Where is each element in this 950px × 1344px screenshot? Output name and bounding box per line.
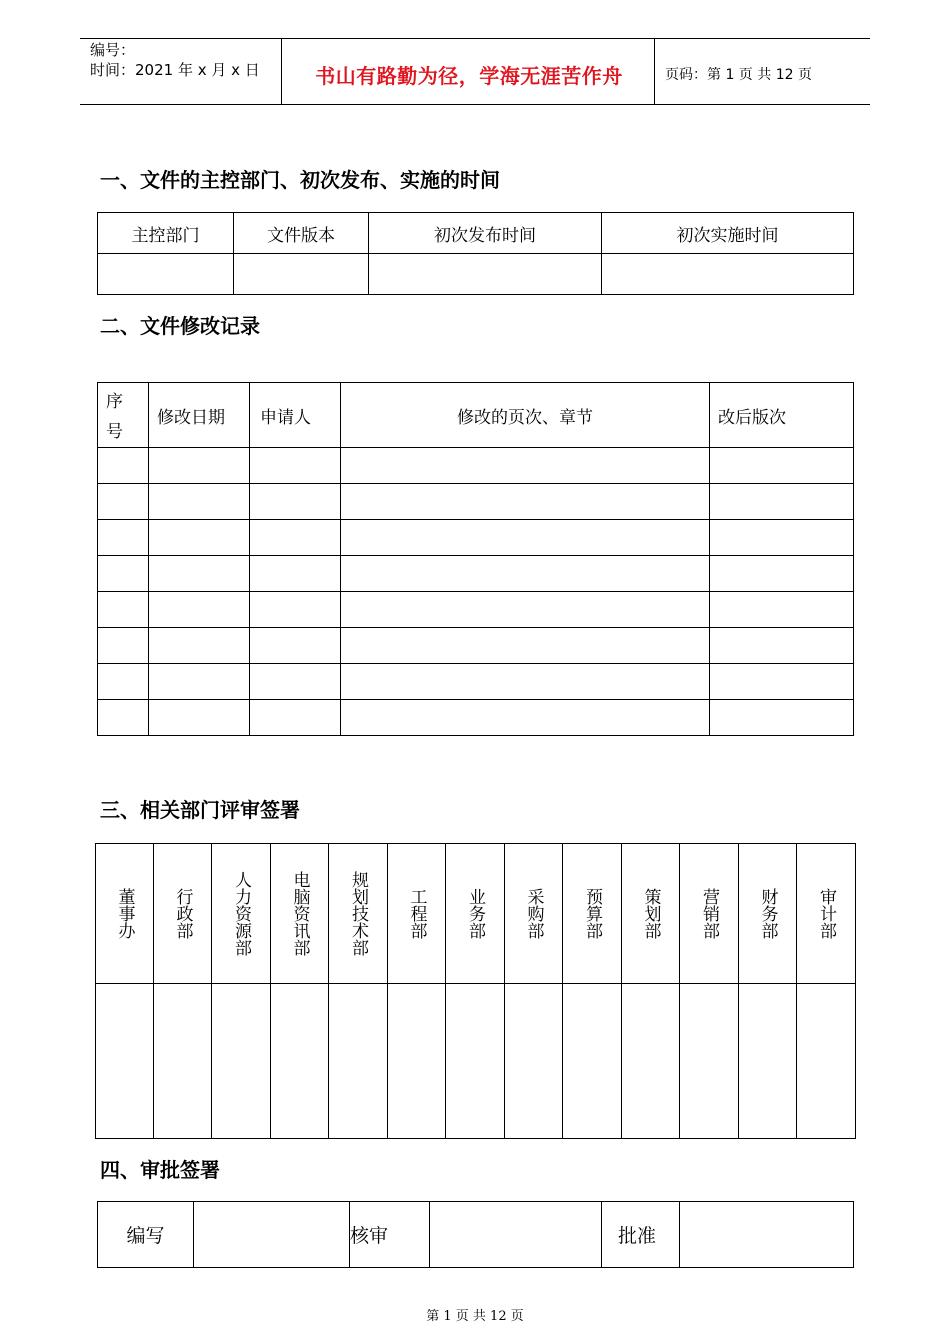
label-cell-approver: 批准 (602, 1202, 680, 1268)
table-row (98, 520, 854, 556)
document-time-label: 时间：2021 年 x 月 x 日 (90, 61, 260, 79)
signature-cell[interactable] (739, 984, 797, 1139)
table-row (98, 700, 854, 736)
section2-table (97, 382, 854, 736)
dept-cell-business (446, 844, 505, 984)
signature-cell[interactable] (212, 984, 271, 1139)
dept-cell-engineering (388, 844, 446, 984)
dept-label: 采购部 (523, 888, 544, 939)
dept-label: 预算部 (582, 888, 602, 939)
header-cell-version: 文件版本 (234, 213, 369, 254)
section2-title: 二、文件修改记录 (100, 314, 260, 338)
header-cell-new-version: 改后版次 (710, 383, 854, 448)
header-cell-modify-date: 修改日期 (149, 383, 250, 448)
section4-table (97, 1201, 854, 1268)
input-cell-approver[interactable] (680, 1202, 854, 1268)
section1-table (97, 212, 854, 295)
signature-cell[interactable] (388, 984, 446, 1139)
dept-cell-budget (563, 844, 622, 984)
dept-cell-finance (739, 844, 797, 984)
header-cell-publish-date: 初次发布时间 (369, 213, 602, 254)
header-top-line (80, 38, 870, 39)
label-cell-reviewer: 核审 (350, 1202, 430, 1268)
dept-cell-it (271, 844, 329, 984)
input-cell-implement-date[interactable] (602, 254, 854, 295)
dept-cell-audit (797, 844, 856, 984)
dept-label: 董事办 (114, 888, 135, 939)
dept-cell-marketing (680, 844, 739, 984)
dept-label: 人力资源部 (231, 871, 251, 956)
dept-label: 电脑资讯部 (289, 871, 310, 956)
header-divider-left (281, 38, 282, 105)
input-cell-author[interactable] (194, 1202, 350, 1268)
header-page-info: 页码：第 1 页 共 12 页 (665, 67, 812, 83)
dept-label: 行政部 (172, 888, 193, 939)
input-cell-publish-date[interactable] (369, 254, 602, 295)
header-bottom-line (80, 104, 870, 105)
section1-title: 一、文件的主控部门、初次发布、实施的时间 (100, 168, 500, 192)
dept-label: 策划部 (640, 888, 661, 939)
signature-cell[interactable] (446, 984, 505, 1139)
signature-cell[interactable] (271, 984, 329, 1139)
header-cell-serial (98, 383, 149, 448)
signature-row (96, 984, 856, 1139)
header-cell-pages-chapters: 修改的页次、章节 (341, 383, 710, 448)
dept-cell-purchasing (505, 844, 563, 984)
dept-label: 工程部 (406, 888, 427, 939)
dept-label: 审计部 (816, 888, 836, 939)
table-row (98, 448, 854, 484)
label-cell-author: 编写 (98, 1202, 194, 1268)
signature-cell[interactable] (563, 984, 622, 1139)
dept-label: 业务部 (465, 888, 485, 939)
signature-cell[interactable] (797, 984, 856, 1139)
input-cell-version[interactable] (234, 254, 369, 295)
section4-title: 四、审批签署 (100, 1158, 220, 1182)
dept-cell-admin (154, 844, 212, 984)
table-row (98, 484, 854, 520)
header-serial-text: 序号 (106, 392, 123, 442)
signature-cell[interactable] (329, 984, 388, 1139)
signature-cell[interactable] (96, 984, 154, 1139)
table-row (98, 556, 854, 592)
table-row (98, 664, 854, 700)
header-meta (90, 40, 260, 80)
header-cell-implement-date: 初次实施时间 (602, 213, 854, 254)
document-number-label: 编号： (90, 41, 136, 59)
section3-table (95, 843, 856, 1139)
dept-cell-strategy (622, 844, 680, 984)
signature-cell[interactable] (154, 984, 212, 1139)
header-cell-department: 主控部门 (98, 213, 234, 254)
dept-cell-planning-tech (329, 844, 388, 984)
signature-cell[interactable] (505, 984, 563, 1139)
signature-cell[interactable] (622, 984, 680, 1139)
dept-cell-board-office (96, 844, 154, 984)
input-cell-reviewer[interactable] (430, 1202, 602, 1268)
header-cell-applicant: 申请人 (250, 383, 341, 448)
section3-title: 三、相关部门评审签署 (100, 798, 300, 822)
header-motto: 书山有路勤为径，学海无涯苦作舟 (315, 64, 623, 88)
signature-cell[interactable] (680, 984, 739, 1139)
input-cell-department[interactable] (98, 254, 234, 295)
table-row (98, 628, 854, 664)
dept-label: 营销部 (699, 888, 719, 939)
page-footer: 第 1 页 共 12 页 (426, 1309, 524, 1324)
dept-label: 规划技术部 (348, 871, 368, 956)
dept-label: 财务部 (757, 888, 778, 939)
header-divider-right (654, 38, 655, 105)
table-row (98, 592, 854, 628)
dept-cell-hr (212, 844, 271, 984)
